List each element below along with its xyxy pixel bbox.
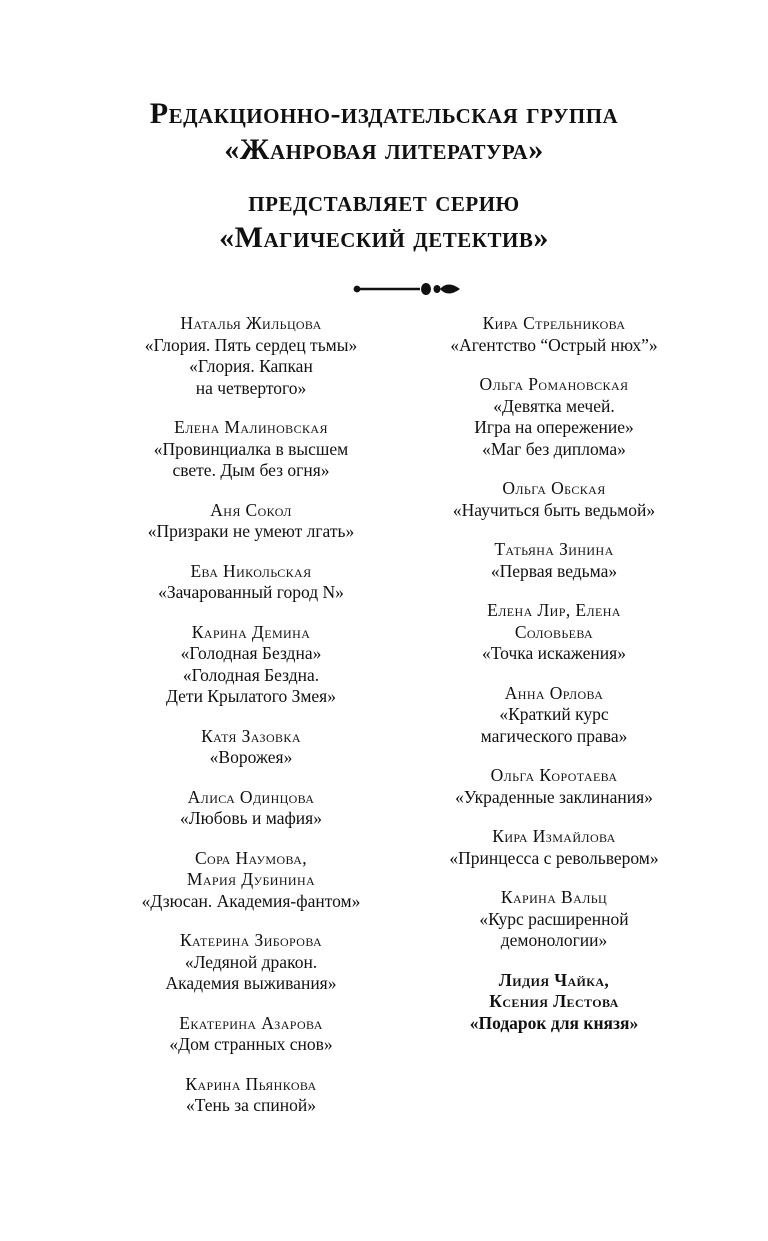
book-title: «Провинциалка в высшем свете. Дым без огня» [153,438,349,480]
author-name: Алиса Одинцова [187,786,315,807]
publisher-line: «Жанровая литература» [224,133,544,166]
book-title: «Точка искажения» [482,643,626,663]
author-name: Кира Измайлова [492,826,616,846]
book-entry [419,600,689,665]
publisher-line: Редакционно-издательская группа [149,97,619,130]
book-title: «Украденные заклинания» [455,786,653,807]
book-entry [419,313,689,356]
author-name: Карина Вальц [500,887,608,907]
book-entry [419,765,689,808]
author-name: Катерина Зиборова [179,930,323,950]
book-title: «Любовь и мафия» [180,808,322,828]
series-heading [0,184,768,256]
book-title: «Глория. Капкан на четвертого» [189,356,313,398]
book-entry [419,683,689,748]
author-name: Ольга Обская [502,478,606,498]
author-name: Кира Стрельникова [482,313,626,333]
book-entry [419,826,689,869]
book-entry [419,887,689,952]
book-title: «Тень за спиной» [185,1095,317,1115]
book-entry [116,417,386,482]
author-name: Елена Малиновская [174,417,328,437]
book-title: «Голодная Бездна. Дети Крылатого Змея» [166,664,336,706]
author-name: Карина Демина [191,621,311,642]
series-line: «Магический детектив» [219,221,549,254]
book-entry [116,1074,386,1117]
book-title: «Первая ведьма» [490,560,618,581]
book-entry [419,539,689,582]
book-entry [116,930,386,995]
ornament-divider [352,278,464,300]
book-title: «Девятка мечей. Игра на опережение» [474,395,634,437]
publisher-heading [0,96,768,168]
book-title: «Маг без диплома» [482,438,626,459]
book-entry [419,970,689,1035]
author-name: Карина Пьянкова [185,1073,317,1094]
book-title: «Подарок для князя» [469,1012,639,1033]
book-entry [116,561,386,604]
author-name: Аня Сокол [210,499,292,520]
author-name: Ольга Коротаева [490,765,618,785]
book-title: «Зачарованный город N» [158,582,344,602]
right-column [419,313,689,1052]
book-title: «Ворожея» [209,747,293,767]
book-title: «Дом странных снов» [169,1034,333,1054]
book-title: «Глория. Пять сердец тьмы» [144,334,358,355]
book-title: «Ледяной дракон. Академия выживания» [165,951,337,993]
author-name: Сора Наумова, Мария Дубинина [186,847,316,889]
book-title: «Дзюсан. Академия-фантом» [141,890,361,911]
book-entry [419,374,689,460]
book-entry [116,848,386,913]
author-name: Екатерина Азарова [179,1012,323,1033]
book-title: «Агентство “Острый нюх”» [450,334,658,355]
book-entry [116,622,386,708]
book-title: «Краткий курс магического права» [480,704,628,746]
series-line: представляет серию [248,185,520,218]
book-entry [419,478,689,521]
book-title: «Голодная Бездна» [180,643,322,663]
author-name: Лидия Чайка, Ксения Лестова [489,969,619,1011]
book-entry [116,787,386,830]
book-entry [116,500,386,543]
left-column [116,313,386,1135]
author-name: Ольга Романовская [479,374,629,394]
author-name: Наталья Жильцова [180,313,322,333]
book-entry [116,1013,386,1056]
author-name: Катя Зазовка [201,725,301,746]
book-title: «Призраки не умеют лгать» [147,521,355,541]
book-title: «Научиться быть ведьмой» [452,499,656,520]
author-name: Татьяна Зинина [494,539,614,559]
book-entry [116,313,386,399]
author-name: Елена Лир, Елена Соловьева [487,600,621,642]
author-name: Ева Никольская [190,560,312,581]
author-name: Анна Орлова [504,682,604,703]
book-title: «Курс расширенной демонологии» [479,908,629,950]
book-title: «Принцесса с револьвером» [449,847,659,868]
book-entry [116,726,386,769]
